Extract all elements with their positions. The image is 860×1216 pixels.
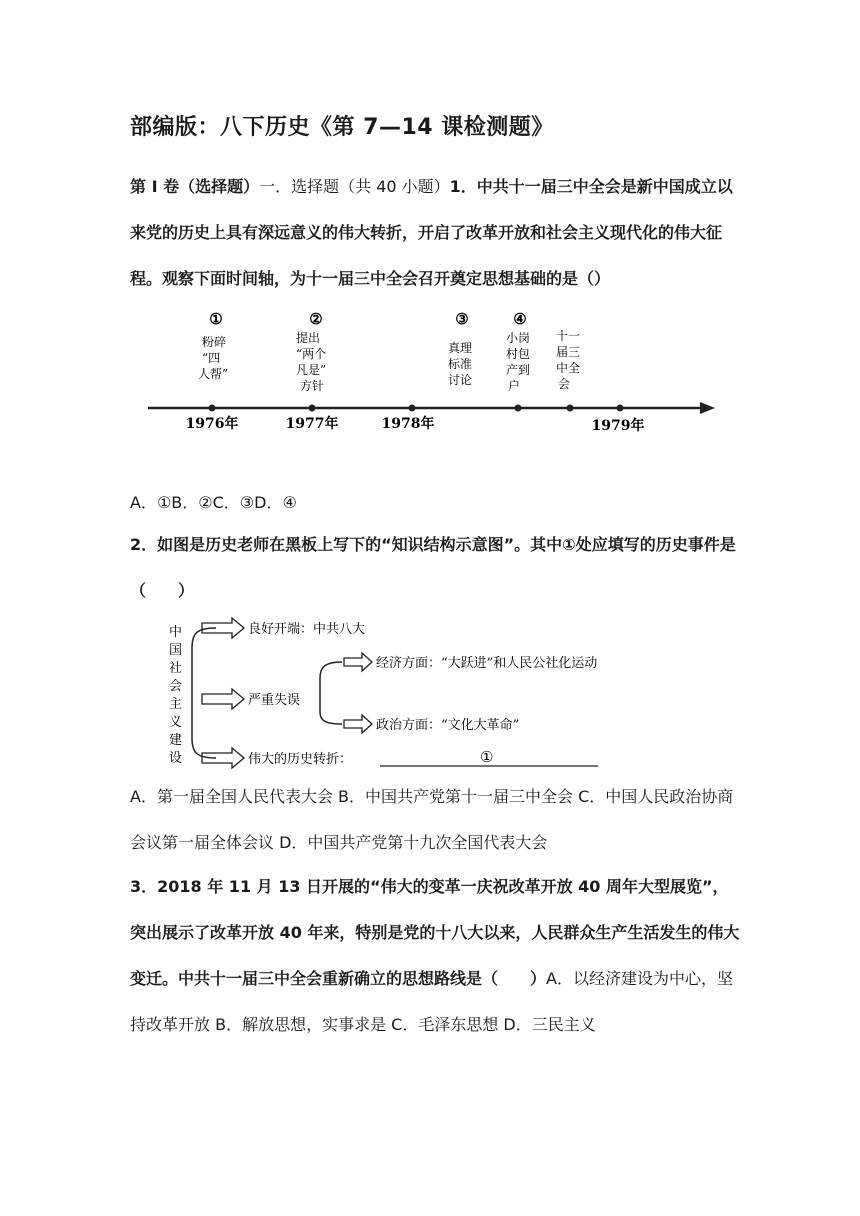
question-2-text: 2．如图是历史老师在黑板上写下的“知识结构示意图”。其中①处应填写的历史事件是（ ） bbox=[130, 535, 736, 600]
page-title: 部编版：八下历史《第 7—14 课检测题》 bbox=[130, 115, 554, 140]
event-2-line-2: “两个 bbox=[296, 347, 327, 361]
event-3-number: ③ bbox=[455, 310, 469, 328]
question-3 bbox=[130, 864, 740, 1048]
event-5-line-4: 会 bbox=[558, 377, 571, 391]
year-label-1977: 1977年 bbox=[285, 416, 339, 432]
year-label-1978: 1978年 bbox=[381, 416, 435, 432]
year-label-1979: 1979年 bbox=[591, 418, 645, 434]
section-subheading: 一．选择题（共 40 小题） bbox=[259, 177, 450, 196]
event-4-line-4: 户 bbox=[508, 379, 521, 393]
vertical-label-char-1: 中 bbox=[169, 625, 183, 640]
event-5-line-1: 十一 bbox=[556, 329, 581, 343]
event-3-line-1: 真理 bbox=[448, 341, 473, 355]
vertical-label-char-3: 社 bbox=[169, 661, 183, 676]
event-1-number: ① bbox=[209, 310, 223, 328]
question-1-text: 1．中共十一届三中全会是新中国成立以来党的历史上具有深远意义的伟大转折，开启了改革开放和社会主义现代化的伟大征程。观察下面时间轴，为十一届三中全会召开奠定思想基础的是（） bbox=[130, 177, 733, 288]
vertical-label-char-4: 会 bbox=[169, 679, 183, 694]
event-4-line-1: 小岗 bbox=[506, 331, 531, 345]
vertical-label-char-6: 义 bbox=[169, 715, 183, 730]
event-2-line-1: 提出 bbox=[296, 331, 321, 345]
vertical-label-char-2: 国 bbox=[169, 643, 183, 658]
knowledge-diagram bbox=[158, 616, 678, 776]
event-1-line-3: 人帮” bbox=[198, 367, 229, 381]
vertical-label-char-7: 建 bbox=[169, 733, 183, 748]
diagram-item-2b: 政治方面：“文化大革命” bbox=[376, 718, 520, 733]
event-5-line-2: 届三 bbox=[556, 345, 581, 359]
diagram-item-2a: 经济方面：“大跃进”和人民公社化运动 bbox=[376, 656, 598, 671]
vertical-label-char-5: 主 bbox=[169, 697, 183, 712]
diagram-blank-marker: ① bbox=[480, 748, 494, 766]
event-1-line-2: “四 bbox=[202, 351, 221, 365]
event-5-line-3: 中全 bbox=[556, 361, 581, 375]
event-4-number: ④ bbox=[513, 310, 527, 328]
timeline-figure bbox=[140, 304, 720, 442]
section-heading: 第 I 卷（选择题） bbox=[130, 177, 260, 196]
question-1 bbox=[130, 164, 740, 302]
vertical-label-char-8: 设 bbox=[169, 751, 183, 766]
event-1-line-1: 粉碎 bbox=[202, 335, 227, 349]
question-2-options: A．第一届全国人民代表大会 B．中国共产党第十一届三中全会 C．中国人民政治协商会议第一届全体会议 D．中国共产党第十九次全国代表大会 bbox=[130, 787, 734, 852]
event-4-line-2: 村包 bbox=[506, 347, 531, 361]
event-3-line-2: 标准 bbox=[448, 357, 473, 371]
year-label-1976: 1976年 bbox=[185, 416, 239, 432]
diagram-item-2: 严重失误 bbox=[248, 693, 301, 708]
question-1-options: A．①B．②C．③D．④ bbox=[130, 493, 297, 512]
diagram-item-3: 伟大的历史转折： bbox=[248, 752, 353, 767]
event-2-line-3: 凡是” bbox=[296, 363, 327, 377]
question-3-options: A．以经济建设为中心，坚持改革开放 B．解放思想，实事求是 C．毛泽东思想 D．三民主义 bbox=[130, 969, 733, 1034]
diagram-item-1: 良好开端：中共八大 bbox=[248, 622, 366, 637]
event-4-line-3: 产到 bbox=[506, 363, 531, 377]
question-3-text: 3．2018 年 11 月 13 日开展的“伟大的变革一庆祝改革开放 40 周年大型展览”，突出展示了改革开放 40 年来，特别是党的十八大以来，人民群众生产生活发生的伟大变迁。中共十一届三中全会重新确立的思想路线是（ ） bbox=[130, 877, 740, 988]
event-3-line-3: 讨论 bbox=[448, 373, 473, 387]
event-2-number: ② bbox=[309, 310, 323, 328]
event-2-line-4: 方针 bbox=[300, 379, 325, 393]
